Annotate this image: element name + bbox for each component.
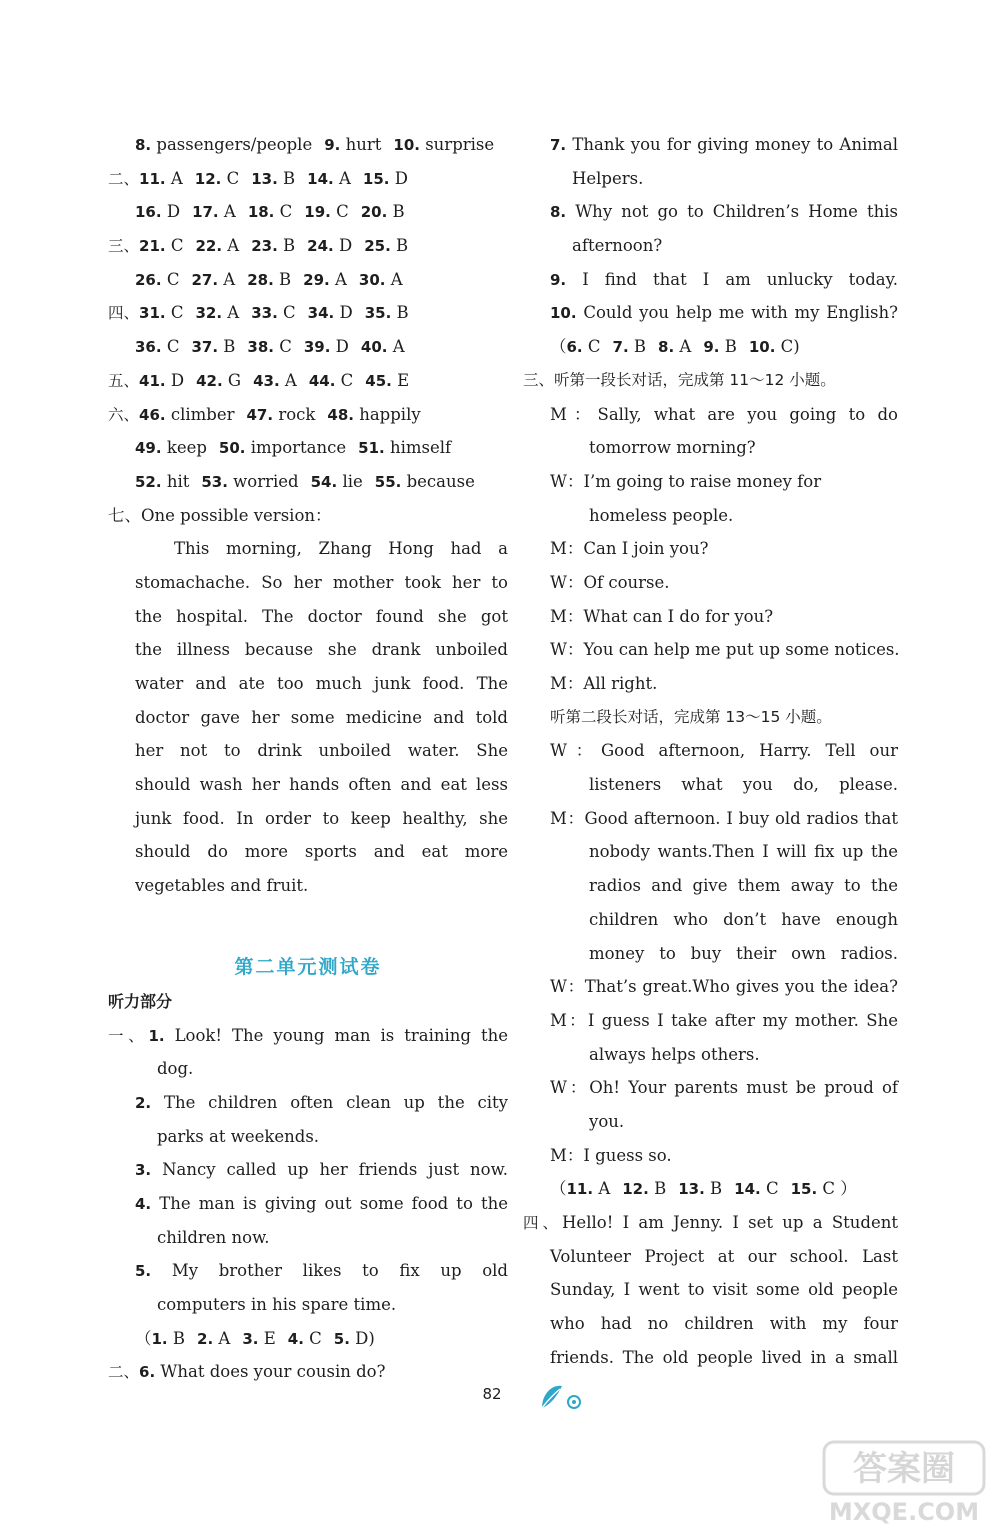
text-line [523, 1240, 898, 1274]
answer-row [108, 128, 508, 162]
answer-key-block [108, 128, 508, 499]
answer-text: D [330, 337, 349, 357]
text-line [523, 532, 898, 566]
speaker-label: M： [550, 1145, 584, 1165]
text-line [523, 1206, 898, 1240]
speaker-label: M： [550, 674, 584, 693]
question-number: 14. [307, 169, 334, 188]
question-number: 1. [151, 1329, 168, 1348]
dialogue-1 [523, 398, 898, 701]
line-text: nobody wants.Then I will fix up the [589, 842, 898, 862]
speaker-label: W： [550, 741, 601, 761]
answer-row [108, 431, 508, 465]
question-number: 53. [201, 472, 228, 491]
answer-text: keep [161, 438, 207, 458]
speaker-label: M： [550, 539, 584, 559]
answer-text: A [165, 168, 183, 188]
line-text: I guess I take after my mother. She [587, 1010, 898, 1030]
answer-text: hit [161, 471, 190, 491]
essay-line: junk food. In order to keep healthy, she [135, 808, 508, 828]
answer-text: C [760, 1179, 779, 1199]
question-number: 32. [195, 304, 223, 323]
answer-text: E [391, 370, 410, 390]
section-prefix: 四、 [523, 1214, 563, 1232]
section-prefix: 一、 [108, 1026, 149, 1045]
answer-text: B [277, 236, 296, 256]
question-number: 30. [358, 270, 386, 289]
question-number: 33. [251, 304, 278, 323]
line-text: computers in his spare time. [157, 1295, 397, 1314]
part-3-intro-2: 听第二段长对话，完成第 13～15 小题。 [550, 707, 832, 726]
speaker-label: M： [550, 606, 584, 626]
model-essay [108, 532, 508, 903]
answer-text: C [161, 337, 180, 357]
line-text: homeless people. [589, 505, 734, 525]
question-number: 22. [195, 237, 223, 256]
line-text: The man is giving out some food to the [151, 1193, 508, 1213]
line-text: The children often clean up the city [151, 1092, 508, 1112]
question-number: 2. [197, 1329, 214, 1348]
text-line [523, 229, 898, 263]
text-line [108, 1355, 508, 1389]
question-number: 4. [135, 1194, 152, 1213]
question-number: 45. [365, 371, 392, 390]
watermark-logo [822, 1440, 992, 1530]
question-number: 48. [327, 405, 354, 424]
line-text: Can I join you? [583, 539, 709, 559]
line-text: parks at weekends. [157, 1126, 320, 1146]
line-text: Sally, what are you going to do [597, 404, 898, 424]
reading-part-4 [523, 1206, 898, 1374]
question-number: 50. [218, 439, 246, 458]
answer-text: B [387, 202, 405, 222]
answer-text: climber [165, 404, 235, 424]
line-text: always helps others. [589, 1044, 760, 1064]
watermark-graphic [822, 1440, 992, 1526]
answer-text: C [165, 303, 184, 323]
answer-text: B [704, 1179, 723, 1199]
answer-text: A [333, 168, 351, 188]
question-number: 13. [251, 169, 278, 188]
answer-text: A [329, 269, 347, 289]
line-text: money to buy their own radios. [589, 943, 898, 963]
question-number: 12. [194, 169, 222, 188]
answer-text: C ） [817, 1179, 857, 1199]
question-number: 13. [678, 1180, 705, 1199]
question-number: 3. [135, 1161, 152, 1180]
essay-line: stomachache. So her mother took her to [135, 572, 508, 592]
question-number: 2. [135, 1093, 152, 1112]
question-number: 31. [139, 304, 166, 323]
text-line [523, 1341, 898, 1375]
question-number: 6. [139, 1363, 156, 1382]
question-number: 26. [135, 270, 162, 289]
section-prefix: 六、 [108, 405, 140, 424]
question-number: 46. [139, 405, 166, 424]
question-number: 7. [550, 136, 567, 154]
text-line [108, 1187, 508, 1221]
line-text: you. [589, 1111, 625, 1131]
line-text: Good afternoon. I buy old radios that [584, 808, 898, 828]
text-line [523, 802, 898, 836]
line-text: All right. [583, 674, 658, 693]
line-text: listeners what you do, please. [589, 775, 898, 795]
answer-row [108, 229, 508, 263]
watermark-text: 答案圈 [853, 1449, 955, 1489]
question-number: 8. [658, 338, 675, 357]
answer-text: B [273, 269, 292, 289]
line-text: Of course. [583, 572, 670, 592]
text-line [108, 1086, 508, 1120]
line-text: Helpers. [572, 168, 644, 188]
answer-text: D [333, 236, 353, 256]
answer-text: worried [227, 471, 299, 491]
answer-text: B [390, 236, 409, 256]
answer-text: D) [349, 1328, 375, 1348]
speaker-label: W： [550, 471, 584, 491]
question-number: 10. [393, 136, 420, 154]
text-line [523, 431, 898, 465]
question-number: 11. [566, 1180, 594, 1199]
question-number: 41. [139, 371, 166, 390]
answer-text: himself [384, 438, 452, 458]
answer-text: C [277, 303, 296, 323]
question-number: 8. [135, 136, 152, 154]
speaker-label: M： [550, 1010, 588, 1030]
line-text: tomorrow morning? [589, 438, 756, 458]
text-line [523, 1071, 898, 1105]
text-line [523, 1139, 898, 1173]
unit-title: 第二单元测试卷 [234, 955, 382, 978]
answer-text: importance [245, 438, 347, 458]
question-number: 44. [308, 371, 336, 390]
question-number: 15. [362, 169, 390, 188]
part-2-answers [523, 330, 898, 364]
question-number: 38. [247, 338, 274, 357]
answer-row [108, 398, 508, 432]
question-number: 23. [251, 237, 278, 256]
answer-text: C [335, 370, 354, 390]
essay-line: the illness because she drank unboiled [135, 640, 508, 660]
line-text: I guess so. [583, 1145, 672, 1165]
line-text: dog. [157, 1059, 194, 1079]
answer-text: C [161, 269, 180, 289]
question-number: 24. [307, 237, 334, 256]
answer-row [108, 263, 508, 297]
answer-text: C) [775, 337, 800, 357]
question-number: 28. [247, 270, 274, 289]
text-line [523, 162, 898, 196]
answer-text: C [221, 168, 240, 188]
bracket: （ [550, 337, 567, 357]
answer-text: B [218, 337, 236, 357]
line-text: Sunday, I went to visit some old people [550, 1280, 898, 1300]
question-number: 10. [550, 304, 577, 323]
line-text: Why not go to Children’s Home this [566, 202, 898, 222]
essay-line: water and ate too much junk food. The [135, 674, 508, 693]
line-text: I find that I am unlucky today. [566, 269, 898, 289]
question-number: 39. [303, 338, 331, 357]
text-line [523, 465, 898, 499]
question-number: 14. [734, 1180, 761, 1199]
line-text: That’s great.Who gives you the idea? [584, 977, 898, 997]
text-line [108, 1221, 508, 1255]
line-text: radios and give them away to the [589, 876, 898, 896]
text-line [108, 1120, 508, 1154]
answer-text: rock [273, 404, 316, 424]
text-line [523, 600, 898, 634]
section-prefix: 四、 [108, 304, 140, 323]
essay-line: vegetables and fruit. [135, 876, 309, 896]
part-1-answers [108, 1322, 508, 1356]
dialogue-2 [523, 734, 898, 1172]
bracket: （ [550, 1179, 567, 1199]
answer-text: surprise [419, 135, 495, 154]
question-number: 6. [566, 338, 583, 357]
line-text: I’m going to raise money for [583, 471, 822, 491]
question-number: 16. [135, 203, 162, 222]
listening-part-1 [108, 1019, 508, 1322]
text-line [108, 1288, 508, 1322]
answer-text: A [387, 337, 405, 357]
question-number: 37. [191, 338, 219, 357]
question-number: 9. [703, 338, 720, 357]
question-number: 1. [148, 1026, 165, 1045]
question-number: 9. [324, 136, 341, 154]
answer-text: A [222, 236, 240, 256]
text-line [523, 263, 898, 297]
essay-line: should wash her hands often and eat less [135, 775, 508, 795]
part-2-first-item [108, 1355, 508, 1389]
text-line [523, 835, 898, 869]
answer-text: C [303, 1328, 322, 1348]
question-number: 20. [360, 203, 388, 222]
speaker-label: M： [550, 808, 585, 828]
line-text: Oh! Your parents must be proud of [589, 1078, 898, 1098]
section-prefix: 五、 [108, 371, 140, 390]
line-text: children who don’t have enough [589, 909, 898, 929]
answer-text: D [334, 303, 353, 323]
answer-text: A [385, 269, 403, 289]
question-number: 25. [364, 237, 391, 256]
question-number: 12. [622, 1180, 649, 1199]
question-number: 3. [242, 1329, 259, 1348]
answer-text: B [719, 337, 737, 357]
line-text: children now. [157, 1227, 270, 1247]
answer-text: E [258, 1328, 276, 1348]
text-line [523, 768, 898, 802]
question-number: 34. [307, 304, 335, 323]
text-line [108, 1019, 508, 1053]
section-prefix: 二、 [108, 169, 140, 188]
answer-text: A [279, 370, 297, 390]
answer-text: B [648, 1179, 667, 1199]
text-line [523, 1038, 898, 1072]
line-text: friends. The old people lived in a small [550, 1347, 898, 1367]
answer-row [108, 364, 508, 398]
line-text: Volunteer Project at our school. Last [550, 1246, 898, 1266]
text-line [523, 128, 898, 162]
answer-row [108, 195, 508, 229]
section-prefix: 三、 [108, 237, 140, 256]
answer-text: A [213, 1328, 231, 1348]
text-line [523, 734, 898, 768]
answer-row [108, 330, 508, 364]
essay-line: This morning, Zhang Hong had a [174, 539, 508, 559]
answer-text: C [330, 202, 349, 222]
line-text: You can help me put up some notices. [583, 640, 900, 660]
text-line [523, 296, 898, 330]
text-line [108, 1052, 508, 1086]
text-line [523, 869, 898, 903]
essay-line: the hospital. The doctor found she got [135, 606, 508, 626]
question-number: 19. [304, 203, 331, 222]
question-number: 9. [550, 270, 567, 289]
line-text: Nancy called up her friends just now. [151, 1160, 508, 1180]
essay-line: her not to drink unboiled water. She [135, 741, 508, 761]
speaker-label: W： [550, 1078, 590, 1098]
question-number: 21. [139, 237, 166, 256]
leaf-icon [536, 1378, 586, 1418]
question-number: 55. [374, 472, 402, 491]
answer-text: happily [353, 404, 421, 424]
essay-line: should do more sports and eat more [135, 842, 508, 862]
question-number: 15. [790, 1180, 818, 1199]
question-number: 18. [247, 203, 275, 222]
answer-text: B [277, 168, 296, 188]
answer-text: C [274, 202, 293, 222]
line-text: afternoon? [572, 236, 663, 256]
answer-text: C [165, 236, 184, 256]
listening-section-title: 听力部分 [108, 991, 173, 1011]
line-text: Hello! I am Jenny. I set up a Student [562, 1213, 898, 1232]
answer-text: D [165, 370, 185, 390]
text-line [523, 633, 898, 667]
text-line [523, 566, 898, 600]
speaker-label: M： [550, 404, 598, 424]
question-number: 35. [364, 304, 392, 323]
line-text: Good afternoon, Harry. Tell our [600, 741, 898, 761]
question-number: 17. [192, 203, 219, 222]
text-line [523, 903, 898, 937]
text-line [523, 667, 898, 701]
answer-row [108, 162, 508, 196]
answer-text: passengers/people [151, 135, 313, 154]
answer-text: D [389, 168, 408, 188]
text-line [523, 970, 898, 1004]
question-number: 51. [358, 439, 385, 458]
question-number: 29. [303, 270, 330, 289]
text-line [523, 398, 898, 432]
question-number: 5. [333, 1329, 350, 1348]
question-number: 8. [550, 203, 567, 222]
answer-text: G [222, 370, 242, 390]
line-text: who had no children with my four [550, 1314, 898, 1334]
text-line [523, 1273, 898, 1307]
text-line [523, 1307, 898, 1341]
section-prefix: 二、 [108, 1363, 140, 1382]
text-line [108, 1254, 508, 1288]
answer-text: A [222, 303, 240, 323]
line-text: My brother likes to fix up old [151, 1261, 508, 1281]
text-line [523, 1004, 898, 1038]
question-number: 7. [612, 338, 629, 357]
answer-text: A [593, 1179, 611, 1199]
line-text: Look! The young man is training the [164, 1025, 508, 1045]
question-number: 47. [246, 405, 274, 424]
question-number: 5. [135, 1262, 152, 1281]
answer-text: A [218, 269, 236, 289]
line-text: What can I do for you? [583, 606, 774, 626]
text-line [523, 937, 898, 971]
essay-line: doctor gave her some medicine and told [135, 707, 508, 727]
speaker-label: W： [550, 572, 584, 592]
answer-text: B [628, 337, 647, 357]
text-line [523, 1105, 898, 1139]
line-text: Thank you for giving money to Animal [566, 135, 898, 154]
answer-text: A [674, 337, 692, 357]
answer-text: B [391, 303, 409, 323]
question-number: 54. [310, 472, 338, 491]
question-number: 4. [287, 1329, 304, 1348]
answer-text: A [218, 202, 236, 222]
listening-part-2 [523, 128, 898, 330]
answer-text: because [401, 471, 475, 491]
speaker-label: W： [550, 977, 585, 997]
answer-text: B [167, 1328, 186, 1348]
speaker-label: W： [550, 640, 584, 660]
question-number: 42. [196, 371, 223, 390]
question-number: 40. [360, 338, 388, 357]
answer-text: C [273, 337, 292, 357]
text-line [108, 1153, 508, 1187]
line-text: What does your cousin do? [155, 1362, 386, 1382]
answer-text: C [582, 337, 601, 357]
question-number: 10. [748, 338, 776, 357]
text-line [523, 195, 898, 229]
question-number: 52. [135, 472, 162, 491]
question-number: 49. [135, 439, 162, 458]
answer-row [108, 296, 508, 330]
spacer [108, 903, 508, 949]
right-column [523, 128, 898, 1374]
question-number: 36. [135, 338, 162, 357]
answer-text: lie [337, 471, 363, 491]
answer-text: D [161, 202, 181, 222]
question-number: 27. [191, 270, 219, 289]
watermark-url: MXQE.COM [828, 1498, 980, 1526]
question-number: 43. [253, 371, 280, 390]
line-text: Could you help me with my English? [576, 303, 898, 323]
writing-label: 七、One possible version： [108, 505, 332, 525]
part-3-answers [523, 1172, 898, 1206]
part-3-intro-1: 三、听第一段长对话，完成第 11～12 小题。 [523, 370, 836, 389]
page-number: 82 [482, 1385, 502, 1403]
question-number: 11. [139, 169, 166, 188]
left-column [108, 128, 508, 1389]
text-line [523, 499, 898, 533]
answer-text: hurt [340, 135, 382, 154]
answer-row [108, 465, 508, 499]
bracket: （ [135, 1328, 152, 1348]
